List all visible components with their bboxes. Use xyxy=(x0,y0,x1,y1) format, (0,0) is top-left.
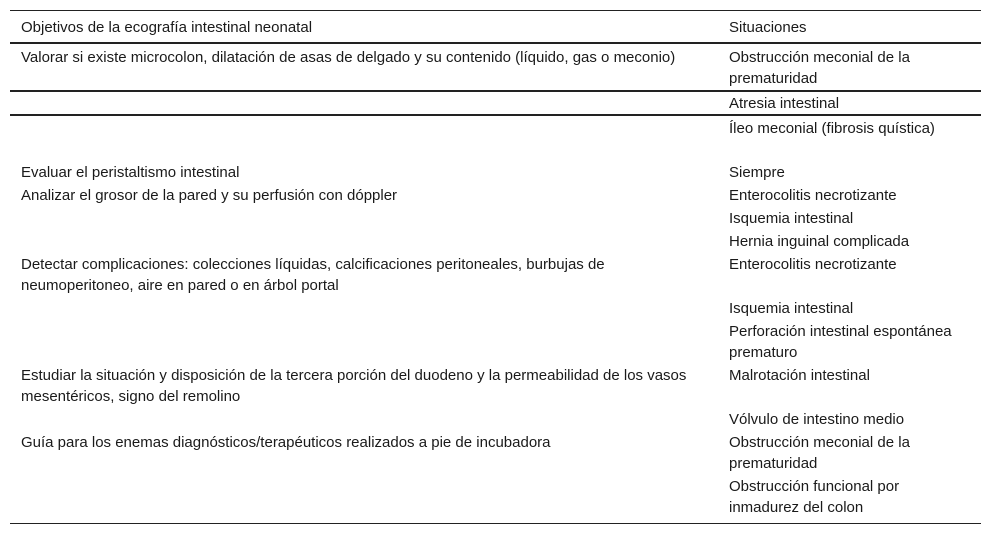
table-cell-situacion: Atresia intestinal xyxy=(729,95,840,112)
table-cell-situacion: Perforación intestinal espontánea prematuro xyxy=(729,323,952,361)
table-cell-situacion: Obstrucción meconial de la prematuridad xyxy=(729,49,910,87)
table-cell-situacion: Íleo meconial (fibrosis quística) xyxy=(729,120,935,137)
table-cell-objetivo: Analizar el grosor de la pared y su perfusión con dóppler xyxy=(21,187,398,204)
table-cell-situacion: Hernia inguinal complicada xyxy=(729,233,910,250)
table-cell-situacion: Isquemia intestinal xyxy=(729,210,854,227)
table-cell-objetivo: Guía para los enemas diagnósticos/terapéuticos realizados a pie de incubadora xyxy=(21,434,551,451)
table-cell-situacion: Siempre xyxy=(729,164,785,181)
header-situaciones: Situaciones xyxy=(729,19,807,36)
table-cell-objetivo: Estudiar la situación y disposición de la tercera porción del duodeno y la permeabilidad de los vasos mesentéricos, signo del remolino xyxy=(21,367,687,405)
ultrasound-objectives-table xyxy=(10,10,981,524)
table-cell-situacion: Isquemia intestinal xyxy=(729,300,854,317)
table-cell-situacion: Enterocolitis necrotizante xyxy=(729,187,897,204)
table-cell-situacion: Enterocolitis necrotizante xyxy=(729,256,897,273)
row-divider xyxy=(10,90,981,92)
table-cell-situacion: Obstrucción funcional por inmadurez del colon xyxy=(729,478,900,516)
table-header-row xyxy=(10,11,981,44)
table-cell-objetivo: Detectar complicaciones: colecciones líquidas, calcificaciones peritoneales, burbujas de neumoperitoneo, aire en pared o en árbol portal xyxy=(21,256,605,294)
row-divider xyxy=(10,114,981,116)
table-cell-situacion: Vólvulo de intestino medio xyxy=(729,411,905,428)
table-cell-situacion: Obstrucción meconial de la prematuridad xyxy=(729,434,910,472)
table-cell-objetivo: Valorar si existe microcolon, dilatación de asas de delgado y su contenido (líquido, gas o meconio) xyxy=(21,49,676,66)
header-objetivos: Objetivos de la ecografía intestinal neonatal xyxy=(21,19,313,36)
table-cell-objetivo: Evaluar el peristaltismo intestinal xyxy=(21,164,240,181)
table-cell-situacion: Malrotación intestinal xyxy=(729,367,870,384)
